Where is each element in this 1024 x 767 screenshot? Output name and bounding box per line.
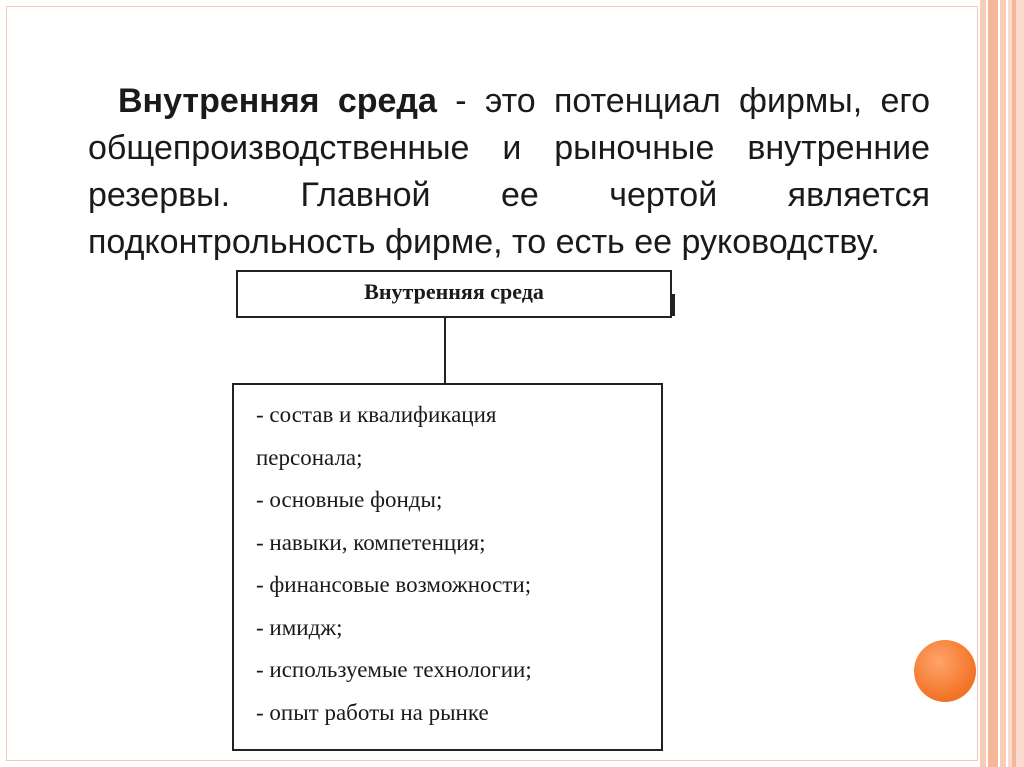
- box-edge-mark: [672, 294, 675, 316]
- decor-stripe: [1000, 0, 1006, 767]
- list-item: - основные фонды;: [256, 487, 443, 512]
- diagram-title: Внутренняя среда: [364, 279, 544, 304]
- definition-text: - это потенциал фирмы, его общепроизводственные и рыночные внутренние резервы. Главной ее чертой является подконтрольность фирме, то есть ее руководству.: [88, 82, 930, 261]
- list-item: - опыт работы на рынке: [256, 699, 489, 725]
- definition-paragraph: [88, 78, 930, 266]
- diagram-connector: [444, 318, 446, 384]
- definition-term: Внутренняя среда: [118, 82, 437, 120]
- list-item: - финансовые возможности;: [256, 572, 532, 597]
- factor-list: [256, 394, 661, 734]
- diagram-title-box: [236, 270, 672, 318]
- list-item: - состав и квалификация: [256, 402, 497, 427]
- decor-stripe: [988, 0, 998, 767]
- list-item: - имидж;: [256, 614, 343, 640]
- decor-stripe: [1012, 0, 1016, 767]
- decor-stripe: [1008, 0, 1024, 767]
- diagram-list-box: [232, 383, 663, 751]
- list-item: - используемые технологии;: [256, 657, 532, 682]
- list-item: - навыки, компетенция;: [256, 529, 486, 555]
- list-item: персонала;: [256, 444, 363, 470]
- decor-circle: [914, 640, 976, 702]
- decor-stripe: [980, 0, 986, 767]
